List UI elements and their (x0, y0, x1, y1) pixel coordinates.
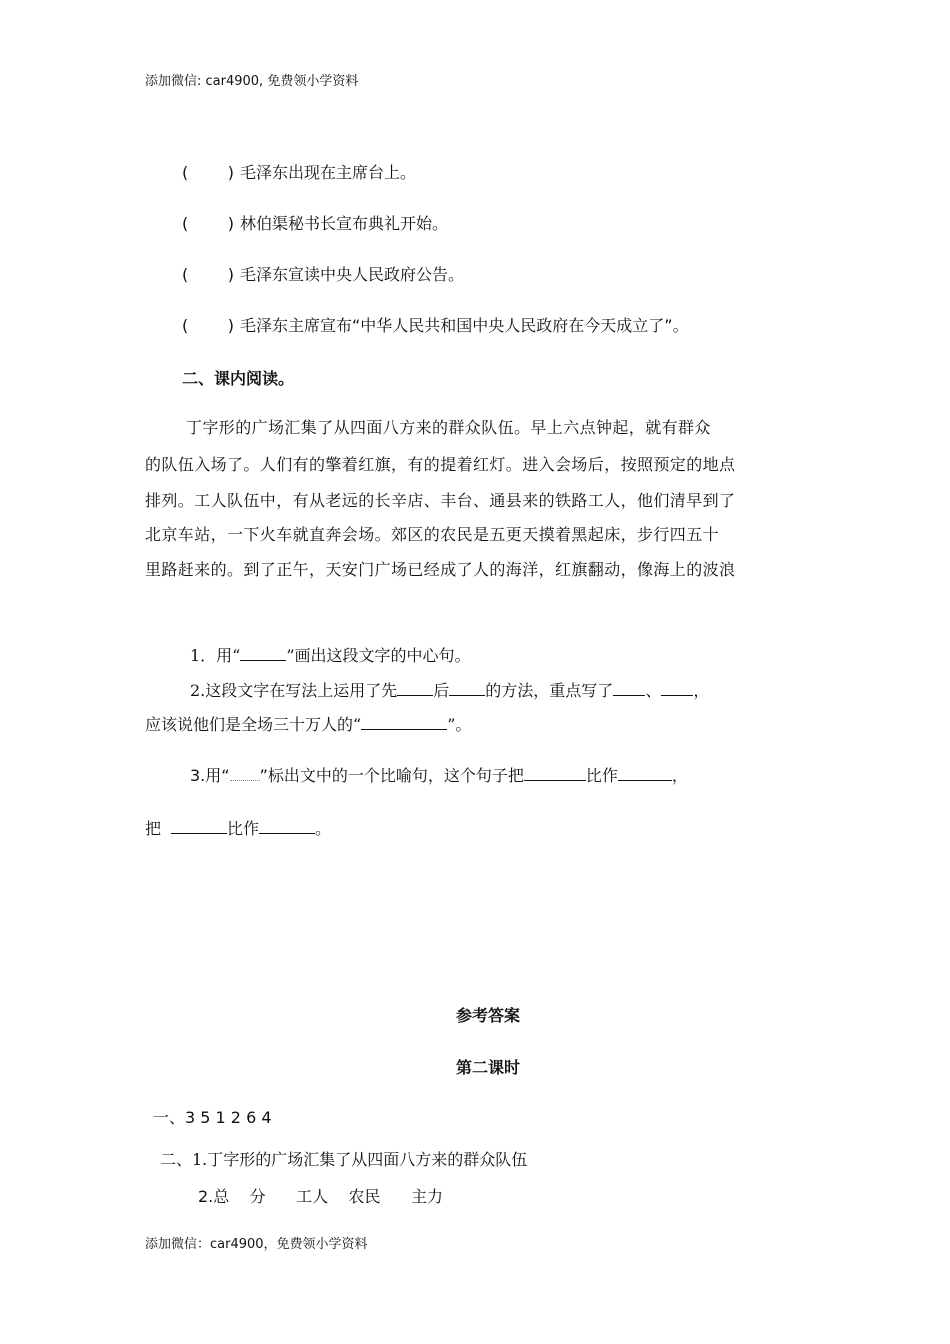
paren-close: ) (227, 316, 234, 335)
question-2 (190, 678, 709, 701)
paren-open: ( (182, 163, 189, 182)
answers-subtitle: 第二课时 (456, 1058, 521, 1077)
q2-text-d: 、 (645, 681, 662, 700)
paren-open: ( (182, 316, 189, 335)
order-item (182, 160, 416, 183)
q3-text-a: 3.用“ (190, 766, 230, 785)
q3-text-g: 。 (315, 819, 332, 838)
q3-text-b: ”标出文中的一个比喻句，这个句子把 (259, 766, 524, 785)
paren-close: ) (227, 163, 234, 182)
q3-text-e: 把 (145, 819, 162, 838)
passage-line: 丁字形的广场汇集了从四面八方来的群众队伍。早上六点钟起，就有群众 (186, 418, 711, 437)
answer-blank (259, 819, 315, 834)
order-item-text: 毛泽东主席宣布“中华人民共和国中央人民政府在今天成立了”。 (240, 316, 689, 335)
order-item-text: 毛泽东宣读中央人民政府公告。 (240, 265, 465, 284)
answer-blank (361, 715, 447, 730)
header-text: 添加微信: car4900, 免费领小学资料 (145, 74, 359, 89)
question-3 (190, 763, 688, 786)
q2-text-e: ， (693, 681, 710, 700)
answer-blank (524, 766, 586, 781)
answer-blank (397, 681, 433, 696)
passage-line: 的队伍入场了。人们有的擎着红旗，有的提着红灯。进入会场后，按照预定的地点 (145, 455, 736, 474)
order-item (182, 313, 689, 336)
answer-blank (661, 681, 693, 696)
q2-text-f: 应该说他们是全场三十万人的“ (145, 715, 362, 734)
order-item-text: 林伯渠秘书长宣布典礼开始。 (240, 214, 449, 233)
q1-text-a: 1．用“ (190, 646, 241, 665)
answer-blank (613, 681, 645, 696)
answer-blank (449, 681, 485, 696)
footer-text: 添加微信：car4900，免费领小学资料 (145, 1237, 368, 1252)
order-item (182, 262, 464, 285)
passage-line: 里路赶来的。到了正午，天安门广场已经成了人的海洋，红旗翻动，像海上的波浪 (145, 560, 736, 579)
paren-open: ( (182, 265, 189, 284)
order-item (182, 211, 448, 234)
q2-text-a: 2.这段文字在写法上运用了先 (190, 681, 398, 700)
paren-open: ( (182, 214, 189, 233)
section-title: 二、课内阅读。 (182, 369, 295, 388)
question-3-cont (145, 816, 331, 839)
answer-line: 一、3 5 1 2 6 4 (153, 1108, 272, 1127)
q1-text-b: ”画出这段文字的中心句。 (286, 646, 471, 665)
q3-text-d: ， (671, 766, 688, 785)
paren-close: ) (227, 214, 234, 233)
q2-text-c: 的方法，重点写了 (485, 681, 614, 700)
passage-line: 排列。工人队伍中，有从老远的长辛店、丰台、通县来的铁路工人，他们清早到了 (145, 491, 736, 510)
answer-blank (618, 766, 672, 781)
answer-blank (171, 819, 227, 834)
q2-text-b: 后 (433, 681, 450, 700)
question-2-cont (145, 712, 471, 735)
wavy-line-mark (230, 766, 260, 781)
q3-text-c: 比作 (585, 766, 618, 785)
answer-line: 2.总 分 工人 农民 主力 (198, 1187, 443, 1206)
order-item-text: 毛泽东出现在主席台上。 (240, 163, 417, 182)
q3-text-f: 比作 (227, 819, 260, 838)
answers-title: 参考答案 (456, 1006, 521, 1025)
passage-line: 北京车站，一下火车就直奔会场。郊区的农民是五更天摸着黑起床，步行四五十 (145, 525, 720, 544)
answer-blank (240, 646, 286, 661)
q2-text-g: ”。 (447, 715, 472, 734)
answer-line: 二、1.丁字形的广场汇集了从四面八方来的群众队伍 (160, 1150, 528, 1169)
paren-close: ) (227, 265, 234, 284)
question-1 (190, 643, 471, 666)
